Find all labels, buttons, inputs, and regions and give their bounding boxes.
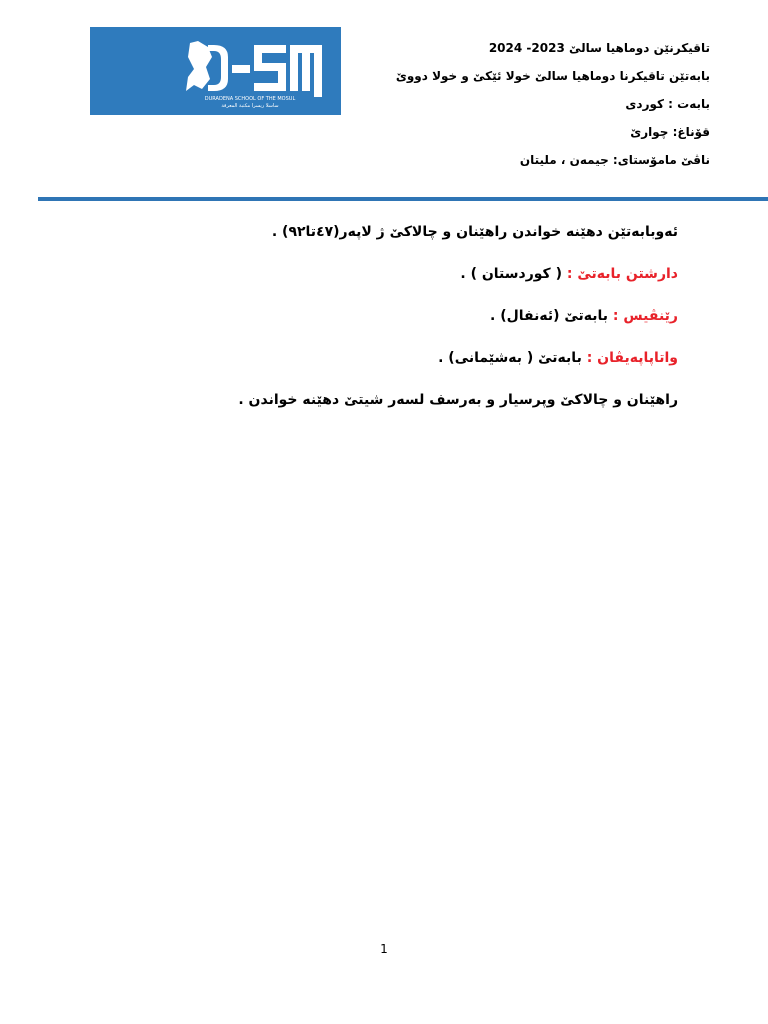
vocabulary-label: واتاپاپەیڤان : bbox=[586, 350, 678, 366]
logo-letter-s bbox=[254, 45, 286, 91]
teacher-field: ناڤێ مامۆستای: جیمەن ، ملیتان bbox=[519, 153, 710, 167]
exam-title: تاقیکرنێن دوماهیا سالێ 2023- 2024 bbox=[488, 41, 710, 55]
body-line-composition bbox=[118, 264, 678, 284]
composition-text: ( کوردستان ) . bbox=[460, 266, 567, 282]
subject-field: بابەت : کوردی bbox=[625, 97, 710, 111]
page-number: 1 bbox=[380, 942, 388, 956]
body-line-vocabulary bbox=[118, 348, 678, 368]
logo-subtitle-2: ساسلا ريسرا مكتبة المعرفة bbox=[221, 103, 279, 109]
logo-dash bbox=[232, 65, 250, 73]
exam-subtitle: بابەتێن تاقیکرنا دوماهیا سالێ خولا ئێکێ و خولا دووێ bbox=[395, 69, 710, 83]
body-line-pages: ئەوبابەتێن دهێنە خواندن راهێنان و چالاكێ ژ لاپەر(٤٧تا٩٢) . bbox=[271, 224, 678, 240]
logo-subtitle-1: DURADENA SCHOOL OF THE MOSUL bbox=[204, 96, 296, 102]
composition-label: دارشتن بابەتێ : bbox=[566, 266, 678, 282]
header-divider bbox=[38, 197, 768, 201]
vocabulary-text: بابەتێ ( بەشێمانی) . bbox=[438, 350, 587, 366]
spelling-label: رێنڤیس : bbox=[612, 308, 678, 324]
spelling-text: بابەتێ (ئەنفال) . bbox=[490, 308, 613, 324]
document-header bbox=[380, 40, 710, 180]
body-line-exercises: راهێنان و چالاكێ وپرسیار و بەرسف لسەر شیتێ دهێنە خواندن . bbox=[238, 392, 678, 408]
logo-letter-m bbox=[290, 45, 322, 97]
grade-field: قۆناغ: چوارێ bbox=[630, 125, 710, 139]
body-line-spelling bbox=[118, 306, 678, 326]
school-logo bbox=[90, 27, 341, 115]
logo-graphic bbox=[90, 27, 341, 115]
document-body bbox=[118, 222, 678, 432]
